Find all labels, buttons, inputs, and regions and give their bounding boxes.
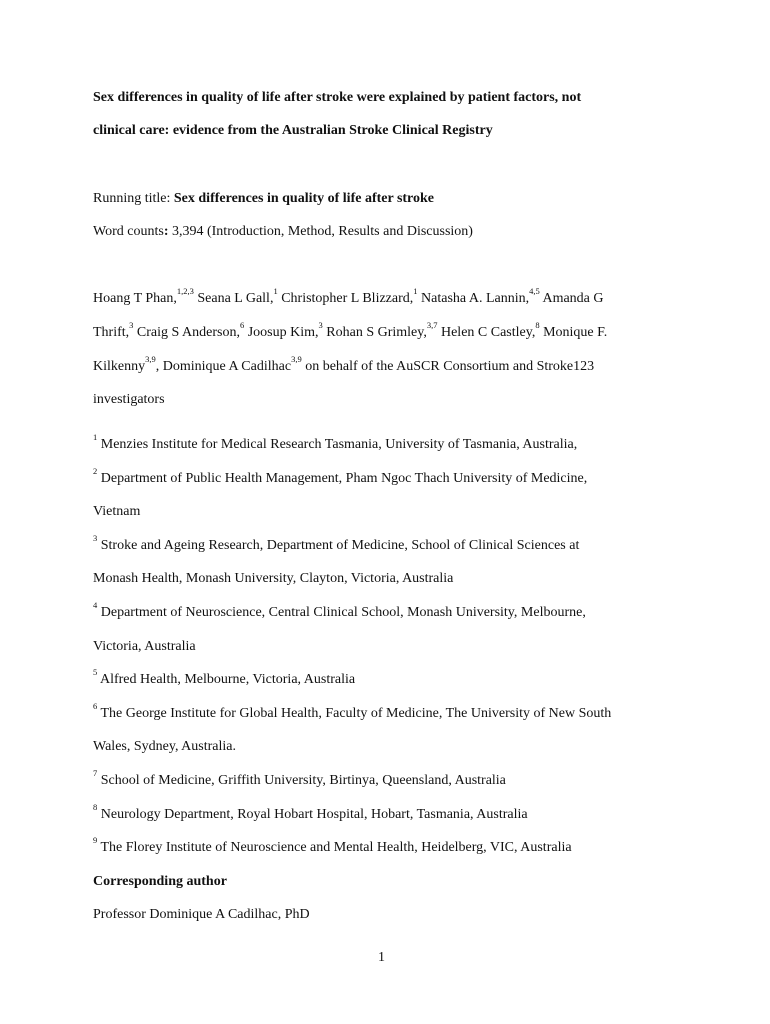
affiliation-2-cont: Vietnam — [93, 504, 141, 519]
affiliation-number: 1 — [93, 432, 98, 443]
title-line-1: Sex differences in quality of life after stroke were explained by patient factors, not — [93, 90, 582, 105]
affiliation-number: 8 — [93, 802, 98, 813]
author-name: Joosup Kim, — [244, 325, 319, 340]
author-affil-sup: 3,9 — [291, 354, 302, 365]
author-name: Thrift, — [93, 325, 130, 340]
title-line-2: clinical care: evidence from the Australian Stroke Clinical Registry — [93, 123, 493, 138]
affiliation-3 — [93, 533, 580, 555]
author-affil-sup: 1,2,3 — [176, 286, 194, 297]
affiliation-number: 3 — [93, 533, 98, 544]
authors-line-4: investigators — [93, 392, 165, 407]
affiliation-7 — [93, 768, 506, 790]
corresponding-heading: Corresponding author — [93, 874, 227, 889]
affiliation-4 — [93, 600, 586, 622]
authors-line-1 — [93, 286, 604, 308]
author-name: Monique F. — [539, 325, 608, 340]
author-affil-sup: 6 — [239, 320, 245, 331]
affiliation-number: 4 — [93, 600, 98, 611]
author-name: Craig S Anderson, — [133, 325, 240, 340]
author-name: Seana L Gall, — [193, 291, 274, 306]
affiliation-number: 7 — [93, 768, 98, 779]
affiliation-text: Alfred Health, Melbourne, Victoria, Australia — [97, 672, 356, 687]
corresponding-name: Professor Dominique A Cadilhac, PhD — [93, 907, 310, 922]
affiliation-text: Department of Public Health Management, Pham Ngoc Thach University of Medicine, — [97, 471, 588, 486]
author-affil-sup: 1 — [413, 286, 418, 297]
author-name: Kilkenny — [93, 359, 146, 374]
affiliation-8 — [93, 802, 528, 824]
author-affil-sup: 3 — [129, 320, 134, 331]
affiliation-text: School of Medicine, Griffith University, Birtinya, Queensland, Australia — [97, 773, 506, 788]
author-affil-sup: 3,7 — [426, 320, 438, 331]
affiliation-number: 6 — [93, 701, 98, 712]
author-name: Christopher L Blizzard, — [277, 291, 414, 306]
running-title-value: Sex differences in quality of life after stroke — [173, 191, 435, 206]
affiliation-2 — [93, 466, 588, 488]
author-name: Helen C Castley, — [437, 325, 536, 340]
author-name: Hoang T Phan, — [93, 291, 177, 306]
affiliation-6 — [93, 701, 612, 723]
page-number: 1 — [378, 950, 385, 965]
affiliation-text: Menzies Institute for Medical Research Tasmania, University of Tasmania, Australia, — [97, 437, 578, 452]
affiliation-6-cont: Wales, Sydney, Australia. — [93, 739, 236, 754]
author-group: on behalf of the AuSCR Consortium and Stroke123 — [301, 359, 595, 374]
affiliation-text: The George Institute for Global Health, Faculty of Medicine, The University of New South — [97, 706, 612, 721]
word-count-value: 3,394 (Introduction, Method, Results and Discussion) — [168, 224, 473, 239]
author-affil-sup: 8 — [535, 320, 540, 331]
author-affil-sup: 1 — [273, 286, 278, 297]
author-affil-sup: 3,9 — [145, 354, 156, 365]
author-name: , Dominique A Cadilhac — [155, 359, 292, 374]
affiliation-text: Department of Neuroscience, Central Clinical School, Monash University, Melbourne, — [97, 605, 586, 620]
word-count — [93, 223, 473, 241]
affiliation-number: 5 — [93, 667, 98, 678]
authors-line-2 — [93, 320, 608, 342]
affiliation-9 — [93, 835, 572, 857]
running-title-label: Running title: — [93, 191, 174, 206]
author-affil-sup: 4,5 — [529, 286, 540, 297]
word-count-label: Word counts — [93, 224, 164, 239]
author-affil-sup: 3 — [318, 320, 323, 331]
word-count-colon: : — [163, 224, 169, 239]
affiliation-3-cont: Monash Health, Monash University, Clayton, Victoria, Australia — [93, 571, 454, 586]
affiliation-number: 2 — [93, 466, 98, 477]
affiliation-5 — [93, 667, 356, 689]
author-name: Rohan S Grimley, — [322, 325, 427, 340]
affiliation-text: The Florey Institute of Neuroscience and Mental Health, Heidelberg, VIC, Australia — [97, 840, 572, 855]
author-name: Amanda G — [539, 291, 604, 306]
authors-line-3 — [93, 354, 595, 376]
affiliation-4-cont: Victoria, Australia — [93, 639, 196, 654]
affiliation-1 — [93, 432, 578, 454]
author-name: Natasha A. Lannin, — [417, 291, 530, 306]
running-title — [93, 190, 434, 208]
affiliation-number: 9 — [93, 835, 98, 846]
affiliation-text: Stroke and Ageing Research, Department of Medicine, School of Clinical Sciences at — [97, 538, 580, 553]
affiliation-text: Neurology Department, Royal Hobart Hospital, Hobart, Tasmania, Australia — [97, 807, 528, 822]
